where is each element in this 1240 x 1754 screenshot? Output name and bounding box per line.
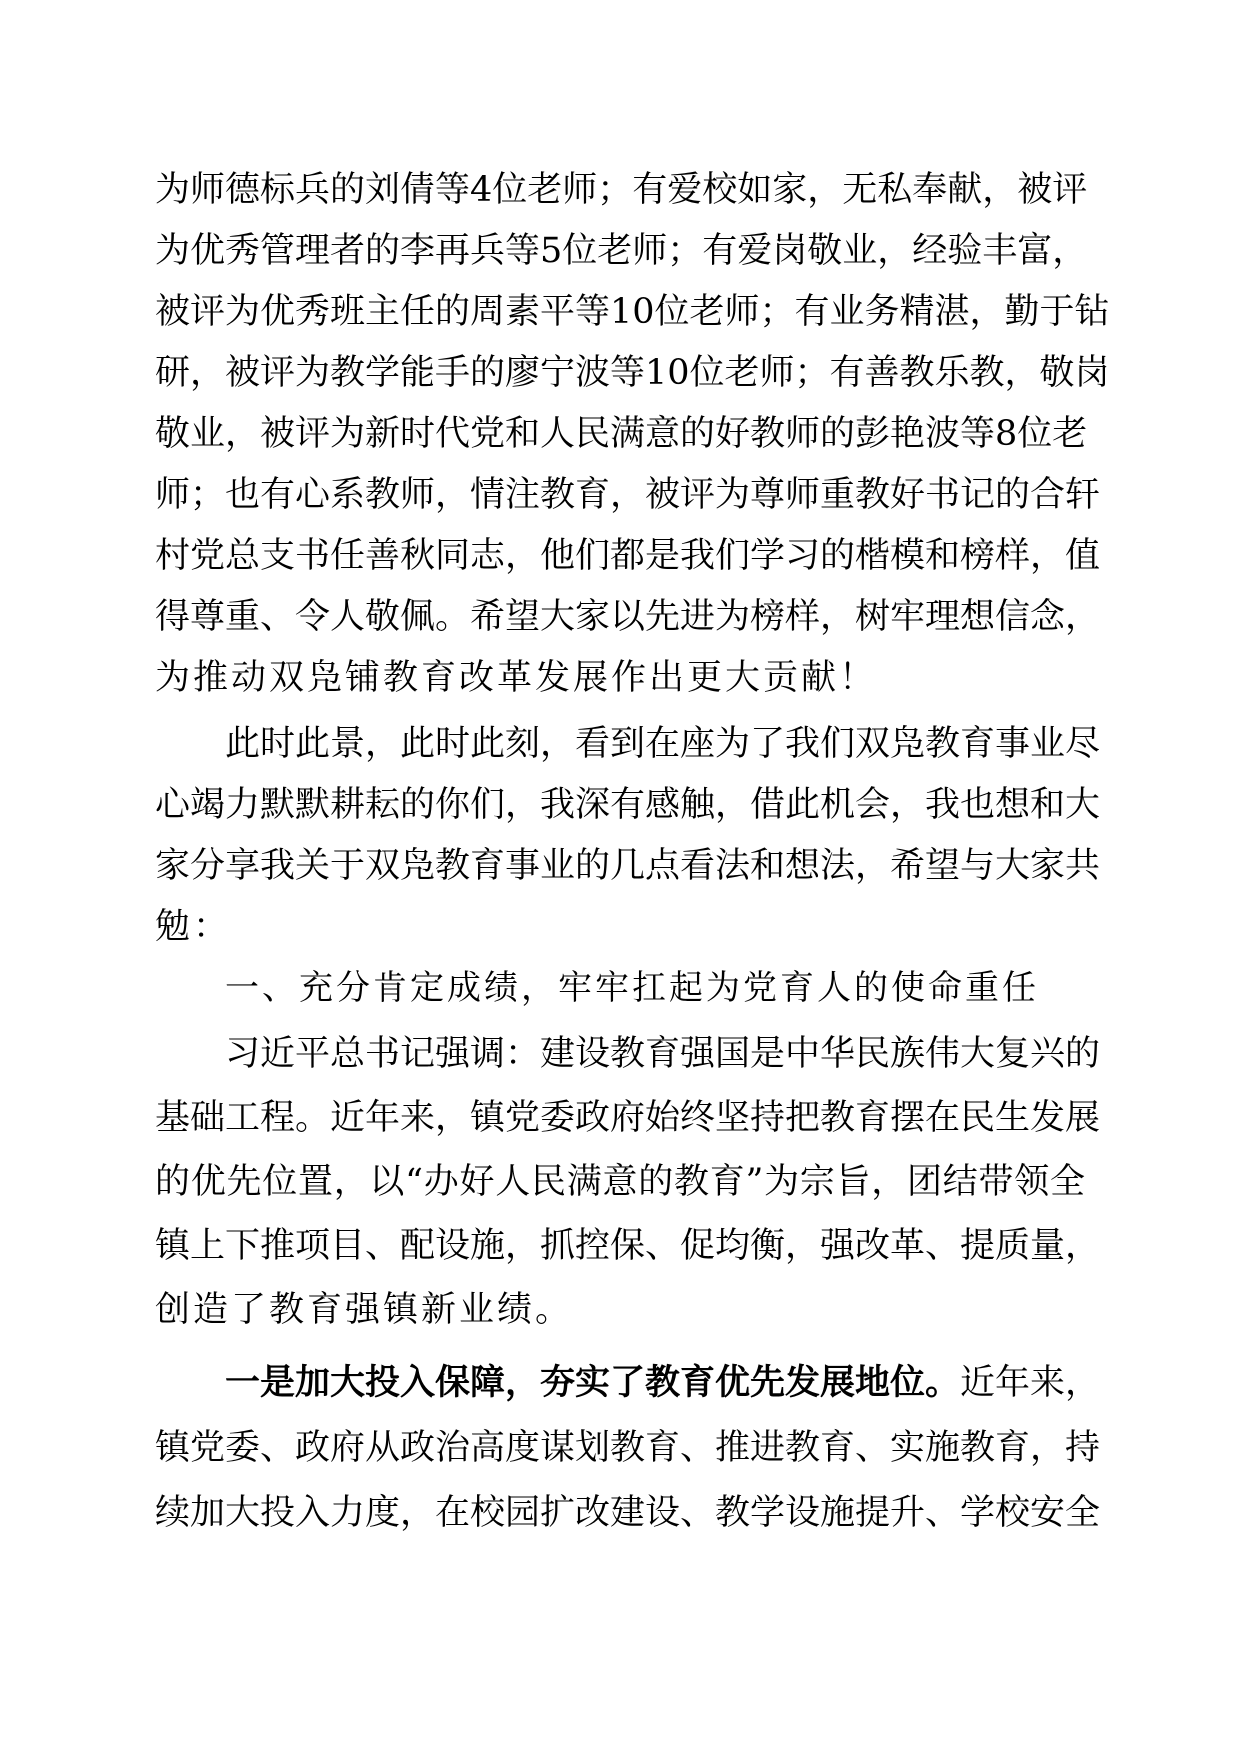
lead-rest: 近年来，	[960, 1363, 1101, 1403]
paragraph-line: 为优秀管理者的李再兵等5位老师；有爱岗敬业，经验丰富，	[155, 231, 1088, 271]
paragraph-line: 敬业，被评为新时代党和人民满意的好教师的彭艳波等8位老	[155, 414, 1088, 454]
paragraph-line: 为推动双凫铺教育改革发展作出更大贡献！	[155, 658, 878, 698]
paragraph-line: 基础工程。近年来，镇党委政府始终坚持把教育摆在民生发展	[155, 1098, 1101, 1138]
paragraph-line: 心竭力默默耕耘的你们，我深有感触，借此机会，我也想和大	[155, 785, 1101, 825]
paragraph-line: 家分享我关于双凫教育事业的几点看法和想法，希望与大家共	[155, 846, 1101, 886]
paragraph-line: 镇上下推项目、配设施，抓控保、促均衡，强改革、提质量，	[155, 1226, 1101, 1266]
paragraph-line: 为师德标兵的刘倩等4位老师；有爱校如家，无私奉献，被评	[155, 170, 1088, 210]
paragraph-line: 村党总支书任善秋同志，他们都是我们学习的楷模和榜样，值	[155, 536, 1101, 576]
paragraph-line	[225, 1353, 1101, 1413]
paragraph-line: 续加大投入力度，在校园扩改建设、教学设施提升、学校安全	[155, 1493, 1101, 1533]
paragraph-line: 镇党委、政府从政治高度谋划教育、推进教育、实施教育，持	[155, 1428, 1101, 1468]
paragraph-line: 此时此景，此时此刻，看到在座为了我们双凫教育事业尽	[225, 724, 1101, 764]
paragraph-line: 勉：	[155, 907, 232, 947]
bold-lead: 一是加大投入保障，夯实了教育优先发展地位。	[225, 1362, 961, 1403]
paragraph-line: 被评为优秀班主任的周素平等10位老师；有业务精湛，勤于钻	[155, 292, 1110, 332]
paragraph-line: 研，被评为教学能手的廖宁波等10位老师；有善教乐教，敬岗	[155, 353, 1110, 393]
section-heading: 一、充分肯定成绩，牢牢扛起为党育人的使命重任	[225, 968, 1039, 1008]
paragraph-line: 创造了教育强镇新业绩。	[155, 1290, 574, 1330]
paragraph-line: 的优先位置，以“办好人民满意的教育”为宗旨，团结带领全	[155, 1162, 1085, 1202]
paragraph-line: 习近平总书记强调：建设教育强国是中华民族伟大复兴的	[225, 1034, 1101, 1074]
paragraph-line: 得尊重、令人敬佩。希望大家以先进为榜样，树牢理想信念，	[155, 597, 1101, 637]
paragraph-line: 师；也有心系教师，情注教育，被评为尊师重教好书记的合轩	[155, 475, 1101, 515]
